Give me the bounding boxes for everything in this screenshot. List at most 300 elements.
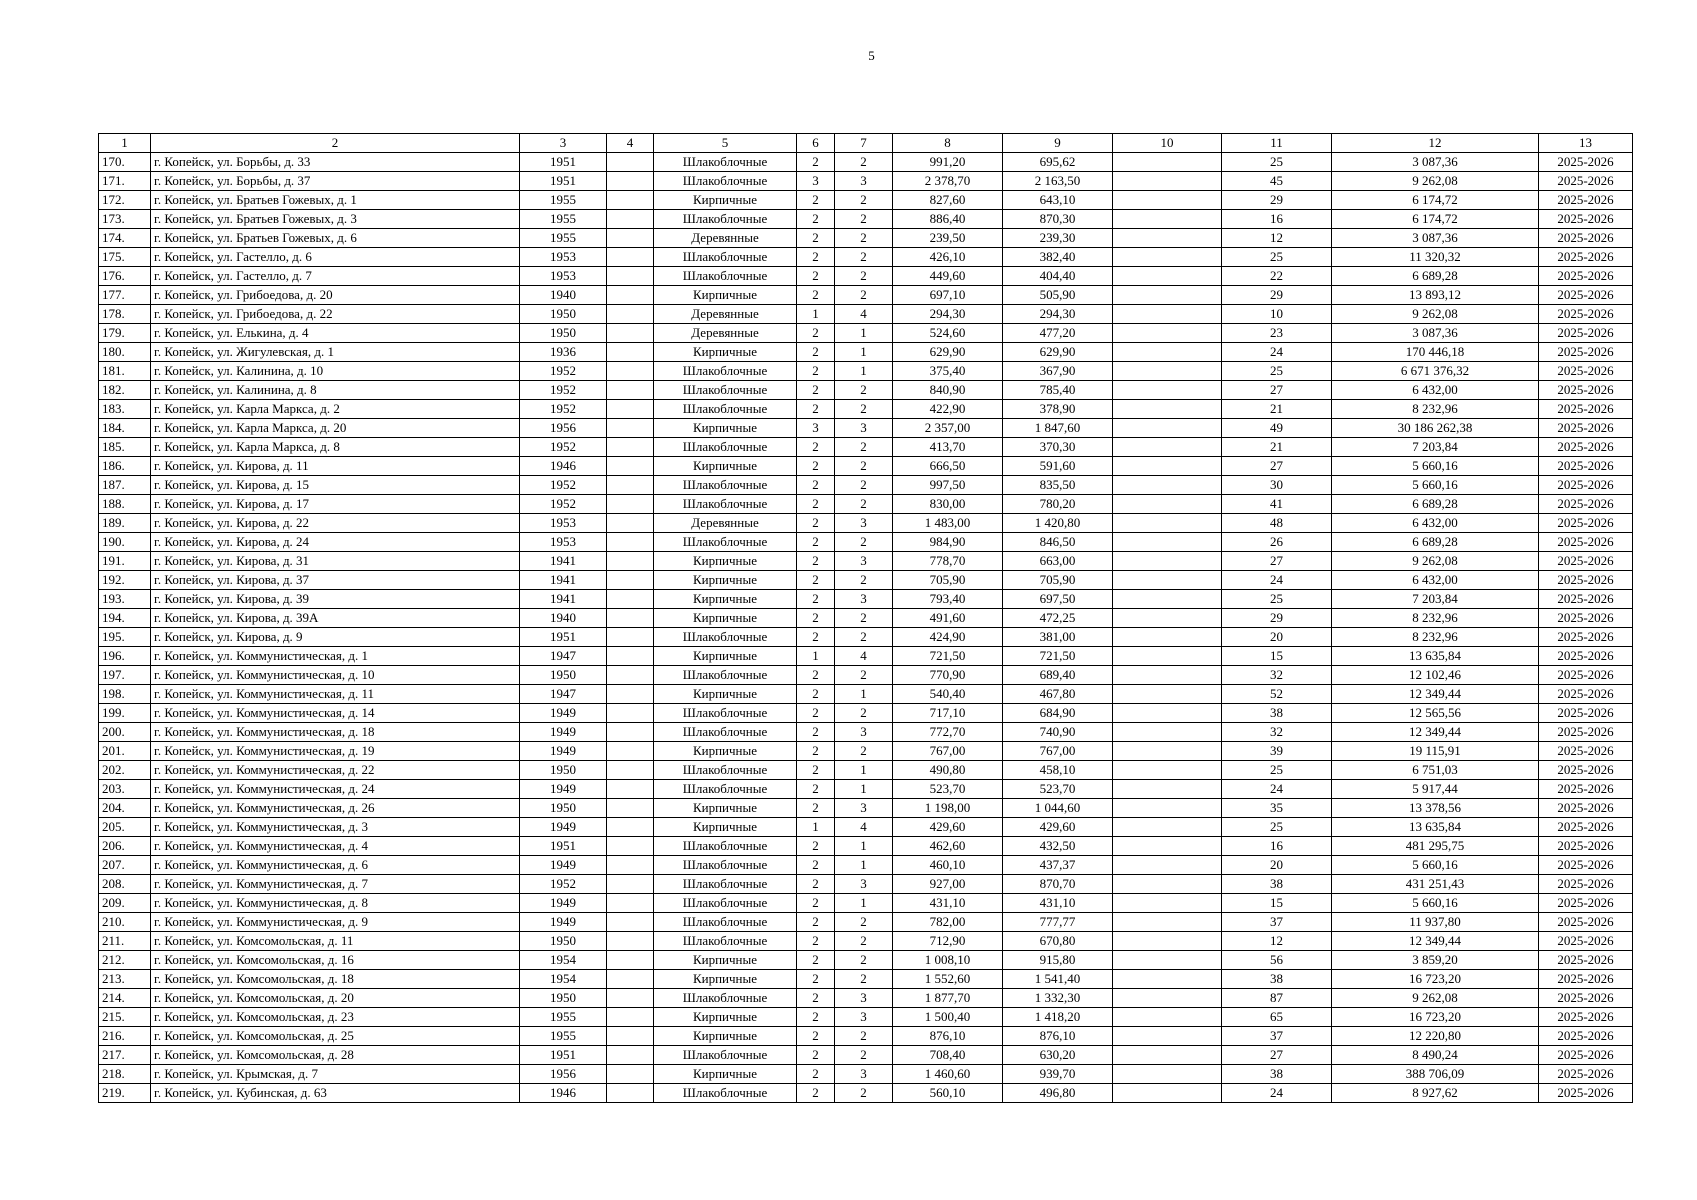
cell-col-7: 3 (835, 799, 893, 818)
cell-period: 2025-2026 (1539, 400, 1633, 419)
cell-wall-material: Кирпичные (654, 818, 797, 837)
cell-col-4 (607, 362, 654, 381)
cell-col-10 (1113, 1008, 1222, 1027)
cell-col-9: 695,62 (1003, 153, 1113, 172)
cell-col-9: 367,90 (1003, 362, 1113, 381)
cell-col-12: 6 689,28 (1332, 533, 1539, 552)
cell-address: г. Копейск, ул. Комсомольская, д. 16 (151, 951, 520, 970)
cell-col-9: 505,90 (1003, 286, 1113, 305)
cell-wall-material: Деревянные (654, 324, 797, 343)
cell-wall-material: Шлакоблочные (654, 704, 797, 723)
cell-wall-material: Кирпичные (654, 286, 797, 305)
cell-col-4 (607, 1065, 654, 1084)
cell-address: г. Копейск, ул. Коммунистическая, д. 26 (151, 799, 520, 818)
cell-period: 2025-2026 (1539, 818, 1633, 837)
cell-col-4 (607, 172, 654, 191)
cell-col-4 (607, 685, 654, 704)
table-row (99, 761, 1633, 780)
cell-col-9: 780,20 (1003, 495, 1113, 514)
cell-address: г. Копейск, ул. Карла Маркса, д. 20 (151, 419, 520, 438)
cell-col-12: 12 349,44 (1332, 685, 1539, 704)
cell-col-6: 2 (797, 837, 835, 856)
cell-col-7: 1 (835, 685, 893, 704)
cell-address: г. Копейск, ул. Кирова, д. 17 (151, 495, 520, 514)
cell-col-7: 1 (835, 324, 893, 343)
cell-wall-material: Шлакоблочные (654, 932, 797, 951)
cell-col-12: 12 102,46 (1332, 666, 1539, 685)
cell-col-10 (1113, 476, 1222, 495)
column-header-13: 13 (1539, 134, 1633, 153)
cell-wall-material: Шлакоблочные (654, 248, 797, 267)
cell-address: г. Копейск, ул. Коммунистическая, д. 18 (151, 723, 520, 742)
cell-year-built: 1949 (520, 780, 607, 799)
cell-row-number: 207. (99, 856, 151, 875)
table-row (99, 647, 1633, 666)
table-row (99, 172, 1633, 191)
cell-period: 2025-2026 (1539, 381, 1633, 400)
cell-period: 2025-2026 (1539, 1084, 1633, 1103)
cell-col-6: 2 (797, 1027, 835, 1046)
cell-col-6: 2 (797, 913, 835, 932)
cell-col-11: 25 (1222, 362, 1332, 381)
cell-col-10 (1113, 590, 1222, 609)
cell-period: 2025-2026 (1539, 913, 1633, 932)
cell-col-4 (607, 552, 654, 571)
table-row (99, 1084, 1633, 1103)
cell-year-built: 1952 (520, 362, 607, 381)
cell-col-12: 6 432,00 (1332, 514, 1539, 533)
cell-col-11: 38 (1222, 970, 1332, 989)
cell-col-11: 24 (1222, 1084, 1332, 1103)
cell-col-7: 3 (835, 1008, 893, 1027)
cell-col-8: 991,20 (893, 153, 1003, 172)
cell-row-number: 211. (99, 932, 151, 951)
cell-col-12: 6 174,72 (1332, 210, 1539, 229)
cell-year-built: 1950 (520, 666, 607, 685)
cell-col-12: 12 349,44 (1332, 932, 1539, 951)
cell-wall-material: Кирпичные (654, 685, 797, 704)
cell-row-number: 182. (99, 381, 151, 400)
cell-col-6: 2 (797, 476, 835, 495)
cell-wall-material: Шлакоблочные (654, 989, 797, 1008)
cell-address: г. Копейск, ул. Борьбы, д. 33 (151, 153, 520, 172)
cell-col-11: 48 (1222, 514, 1332, 533)
cell-col-4 (607, 799, 654, 818)
cell-col-7: 1 (835, 343, 893, 362)
cell-year-built: 1950 (520, 989, 607, 1008)
cell-col-7: 2 (835, 932, 893, 951)
cell-col-12: 11 937,80 (1332, 913, 1539, 932)
cell-wall-material: Кирпичные (654, 590, 797, 609)
cell-col-11: 25 (1222, 818, 1332, 837)
cell-col-4 (607, 495, 654, 514)
cell-wall-material: Шлакоблочные (654, 628, 797, 647)
cell-col-4 (607, 1008, 654, 1027)
cell-period: 2025-2026 (1539, 704, 1633, 723)
cell-col-12: 19 115,91 (1332, 742, 1539, 761)
cell-period: 2025-2026 (1539, 514, 1633, 533)
cell-wall-material: Шлакоблочные (654, 172, 797, 191)
cell-col-11: 56 (1222, 951, 1332, 970)
cell-col-11: 41 (1222, 495, 1332, 514)
cell-col-7: 2 (835, 571, 893, 590)
cell-col-8: 429,60 (893, 818, 1003, 837)
cell-wall-material: Кирпичные (654, 1065, 797, 1084)
cell-col-12: 13 635,84 (1332, 647, 1539, 666)
cell-year-built: 1946 (520, 457, 607, 476)
cell-col-6: 3 (797, 172, 835, 191)
cell-year-built: 1947 (520, 647, 607, 666)
table-row (99, 913, 1633, 932)
cell-year-built: 1950 (520, 761, 607, 780)
table-row (99, 970, 1633, 989)
cell-address: г. Копейск, ул. Кирова, д. 39 (151, 590, 520, 609)
cell-col-7: 1 (835, 362, 893, 381)
cell-col-8: 721,50 (893, 647, 1003, 666)
cell-col-9: 876,10 (1003, 1027, 1113, 1046)
cell-col-8: 239,50 (893, 229, 1003, 248)
cell-col-6: 2 (797, 780, 835, 799)
cell-col-9: 404,40 (1003, 267, 1113, 286)
cell-col-8: 793,40 (893, 590, 1003, 609)
cell-col-7: 2 (835, 609, 893, 628)
cell-col-4 (607, 989, 654, 1008)
cell-period: 2025-2026 (1539, 305, 1633, 324)
cell-col-12: 9 262,08 (1332, 305, 1539, 324)
cell-col-9: 846,50 (1003, 533, 1113, 552)
cell-col-4 (607, 514, 654, 533)
cell-year-built: 1936 (520, 343, 607, 362)
column-header-11: 11 (1222, 134, 1332, 153)
cell-col-12: 481 295,75 (1332, 837, 1539, 856)
cell-year-built: 1954 (520, 970, 607, 989)
cell-address: г. Копейск, ул. Коммунистическая, д. 24 (151, 780, 520, 799)
cell-col-9: 915,80 (1003, 951, 1113, 970)
cell-col-12: 12 565,56 (1332, 704, 1539, 723)
cell-col-9: 663,00 (1003, 552, 1113, 571)
table-row (99, 590, 1633, 609)
cell-col-11: 25 (1222, 761, 1332, 780)
cell-col-10 (1113, 210, 1222, 229)
cell-row-number: 181. (99, 362, 151, 381)
cell-wall-material: Кирпичные (654, 609, 797, 628)
cell-col-8: 2 357,00 (893, 419, 1003, 438)
cell-col-6: 2 (797, 286, 835, 305)
cell-col-12: 13 635,84 (1332, 818, 1539, 837)
cell-col-11: 38 (1222, 704, 1332, 723)
cell-col-4 (607, 457, 654, 476)
cell-col-8: 1 198,00 (893, 799, 1003, 818)
cell-col-8: 1 483,00 (893, 514, 1003, 533)
cell-col-9: 382,40 (1003, 248, 1113, 267)
cell-col-10 (1113, 286, 1222, 305)
cell-col-11: 21 (1222, 438, 1332, 457)
cell-wall-material: Кирпичные (654, 343, 797, 362)
cell-col-4 (607, 419, 654, 438)
cell-address: г. Копейск, ул. Кирова, д. 39А (151, 609, 520, 628)
cell-row-number: 190. (99, 533, 151, 552)
cell-row-number: 208. (99, 875, 151, 894)
cell-col-7: 4 (835, 647, 893, 666)
table-row (99, 362, 1633, 381)
cell-col-8: 491,60 (893, 609, 1003, 628)
cell-col-7: 2 (835, 229, 893, 248)
cell-col-6: 2 (797, 210, 835, 229)
cell-col-9: 1 332,30 (1003, 989, 1113, 1008)
cell-wall-material: Шлакоблочные (654, 267, 797, 286)
column-header-9: 9 (1003, 134, 1113, 153)
cell-col-9: 370,30 (1003, 438, 1113, 457)
cell-col-12: 30 186 262,38 (1332, 419, 1539, 438)
cell-col-7: 3 (835, 552, 893, 571)
cell-col-8: 1 008,10 (893, 951, 1003, 970)
cell-address: г. Копейск, ул. Борьбы, д. 37 (151, 172, 520, 191)
cell-col-11: 32 (1222, 666, 1332, 685)
cell-address: г. Копейск, ул. Комсомольская, д. 25 (151, 1027, 520, 1046)
cell-col-11: 15 (1222, 647, 1332, 666)
cell-col-7: 2 (835, 267, 893, 286)
cell-col-10 (1113, 229, 1222, 248)
cell-period: 2025-2026 (1539, 685, 1633, 704)
cell-wall-material: Шлакоблочные (654, 913, 797, 932)
cell-col-10 (1113, 989, 1222, 1008)
table-row (99, 343, 1633, 362)
cell-col-9: 721,50 (1003, 647, 1113, 666)
cell-col-8: 886,40 (893, 210, 1003, 229)
cell-col-4 (607, 248, 654, 267)
cell-row-number: 194. (99, 609, 151, 628)
cell-col-11: 24 (1222, 571, 1332, 590)
cell-row-number: 175. (99, 248, 151, 267)
cell-col-12: 388 706,09 (1332, 1065, 1539, 1084)
cell-col-7: 3 (835, 723, 893, 742)
cell-col-11: 38 (1222, 1065, 1332, 1084)
cell-col-8: 708,40 (893, 1046, 1003, 1065)
cell-col-9: 381,00 (1003, 628, 1113, 647)
cell-col-11: 26 (1222, 533, 1332, 552)
cell-year-built: 1952 (520, 495, 607, 514)
cell-col-8: 540,40 (893, 685, 1003, 704)
cell-col-8: 375,40 (893, 362, 1003, 381)
cell-col-6: 2 (797, 552, 835, 571)
cell-year-built: 1950 (520, 932, 607, 951)
cell-row-number: 192. (99, 571, 151, 590)
cell-col-9: 239,30 (1003, 229, 1113, 248)
cell-col-11: 21 (1222, 400, 1332, 419)
table-row (99, 533, 1633, 552)
cell-row-number: 199. (99, 704, 151, 723)
cell-period: 2025-2026 (1539, 267, 1633, 286)
cell-col-8: 460,10 (893, 856, 1003, 875)
table-row (99, 476, 1633, 495)
cell-col-10 (1113, 932, 1222, 951)
cell-col-4 (607, 609, 654, 628)
cell-col-10 (1113, 913, 1222, 932)
cell-row-number: 196. (99, 647, 151, 666)
cell-wall-material: Кирпичные (654, 799, 797, 818)
cell-col-4 (607, 533, 654, 552)
cell-row-number: 189. (99, 514, 151, 533)
cell-col-10 (1113, 153, 1222, 172)
cell-year-built: 1955 (520, 1027, 607, 1046)
cell-col-10 (1113, 362, 1222, 381)
cell-period: 2025-2026 (1539, 286, 1633, 305)
cell-wall-material: Шлакоблочные (654, 153, 797, 172)
cell-col-7: 2 (835, 400, 893, 419)
cell-col-6: 2 (797, 742, 835, 761)
cell-col-7: 3 (835, 514, 893, 533)
cell-col-6: 2 (797, 894, 835, 913)
cell-address: г. Копейск, ул. Кирова, д. 31 (151, 552, 520, 571)
cell-col-9: 472,25 (1003, 609, 1113, 628)
cell-col-6: 2 (797, 514, 835, 533)
table-row (99, 875, 1633, 894)
cell-col-10 (1113, 248, 1222, 267)
cell-col-7: 2 (835, 210, 893, 229)
cell-address: г. Копейск, ул. Грибоедова, д. 20 (151, 286, 520, 305)
cell-col-7: 1 (835, 780, 893, 799)
cell-col-11: 39 (1222, 742, 1332, 761)
cell-col-12: 12 349,44 (1332, 723, 1539, 742)
cell-period: 2025-2026 (1539, 609, 1633, 628)
cell-col-8: 490,80 (893, 761, 1003, 780)
table-row (99, 267, 1633, 286)
cell-address: г. Копейск, ул. Комсомольская, д. 11 (151, 932, 520, 951)
cell-col-12: 12 220,80 (1332, 1027, 1539, 1046)
cell-address: г. Копейск, ул. Коммунистическая, д. 8 (151, 894, 520, 913)
cell-col-9: 294,30 (1003, 305, 1113, 324)
cell-period: 2025-2026 (1539, 647, 1633, 666)
column-header-10: 10 (1113, 134, 1222, 153)
cell-address: г. Копейск, ул. Грибоедова, д. 22 (151, 305, 520, 324)
cell-col-4 (607, 647, 654, 666)
cell-wall-material: Деревянные (654, 514, 797, 533)
cell-col-10 (1113, 875, 1222, 894)
cell-col-10 (1113, 571, 1222, 590)
cell-col-9: 629,90 (1003, 343, 1113, 362)
cell-col-6: 2 (797, 1084, 835, 1103)
table-row (99, 552, 1633, 571)
table-row (99, 153, 1633, 172)
cell-col-6: 2 (797, 932, 835, 951)
cell-year-built: 1954 (520, 951, 607, 970)
cell-wall-material: Шлакоблочные (654, 476, 797, 495)
cell-wall-material: Шлакоблочные (654, 400, 797, 419)
table-row (99, 1065, 1633, 1084)
column-header-2: 2 (151, 134, 520, 153)
cell-period: 2025-2026 (1539, 476, 1633, 495)
cell-col-11: 49 (1222, 419, 1332, 438)
cell-col-9: 437,37 (1003, 856, 1113, 875)
cell-col-9: 1 541,40 (1003, 970, 1113, 989)
cell-address: г. Копейск, ул. Коммунистическая, д. 9 (151, 913, 520, 932)
table-row (99, 400, 1633, 419)
cell-col-12: 8 490,24 (1332, 1046, 1539, 1065)
cell-col-10 (1113, 495, 1222, 514)
cell-col-11: 52 (1222, 685, 1332, 704)
cell-wall-material: Кирпичные (654, 571, 797, 590)
cell-address: г. Копейск, ул. Крымская, д. 7 (151, 1065, 520, 1084)
cell-col-11: 12 (1222, 229, 1332, 248)
cell-col-10 (1113, 723, 1222, 742)
cell-col-9: 643,10 (1003, 191, 1113, 210)
cell-year-built: 1951 (520, 153, 607, 172)
cell-col-9: 767,00 (1003, 742, 1113, 761)
cell-year-built: 1946 (520, 1084, 607, 1103)
cell-period: 2025-2026 (1539, 628, 1633, 647)
cell-col-8: 294,30 (893, 305, 1003, 324)
cell-col-7: 2 (835, 438, 893, 457)
table-body (99, 153, 1633, 1103)
cell-col-8: 524,60 (893, 324, 1003, 343)
cell-col-7: 2 (835, 381, 893, 400)
cell-row-number: 201. (99, 742, 151, 761)
cell-col-9: 591,60 (1003, 457, 1113, 476)
cell-wall-material: Кирпичные (654, 1027, 797, 1046)
cell-col-10 (1113, 628, 1222, 647)
cell-col-12: 431 251,43 (1332, 875, 1539, 894)
cell-col-8: 431,10 (893, 894, 1003, 913)
cell-col-11: 16 (1222, 210, 1332, 229)
cell-col-10 (1113, 685, 1222, 704)
table-row (99, 951, 1633, 970)
cell-period: 2025-2026 (1539, 989, 1633, 1008)
cell-year-built: 1953 (520, 248, 607, 267)
cell-address: г. Копейск, ул. Кирова, д. 24 (151, 533, 520, 552)
cell-wall-material: Шлакоблочные (654, 381, 797, 400)
cell-period: 2025-2026 (1539, 324, 1633, 343)
cell-col-9: 496,80 (1003, 1084, 1113, 1103)
cell-wall-material: Шлакоблочные (654, 894, 797, 913)
cell-col-8: 1 552,60 (893, 970, 1003, 989)
cell-col-7: 2 (835, 533, 893, 552)
cell-col-12: 6 751,03 (1332, 761, 1539, 780)
cell-col-4 (607, 229, 654, 248)
cell-col-4 (607, 343, 654, 362)
cell-col-6: 2 (797, 685, 835, 704)
table-row (99, 799, 1633, 818)
cell-col-4 (607, 970, 654, 989)
cell-col-7: 3 (835, 1065, 893, 1084)
cell-col-4 (607, 590, 654, 609)
cell-col-12: 3 087,36 (1332, 153, 1539, 172)
cell-year-built: 1949 (520, 894, 607, 913)
cell-col-11: 29 (1222, 191, 1332, 210)
housing-table (98, 133, 1633, 1103)
cell-address: г. Копейск, ул. Братьев Гожевых, д. 1 (151, 191, 520, 210)
cell-col-8: 426,10 (893, 248, 1003, 267)
cell-row-number: 214. (99, 989, 151, 1008)
cell-row-number: 187. (99, 476, 151, 495)
cell-col-10 (1113, 343, 1222, 362)
cell-year-built: 1955 (520, 1008, 607, 1027)
cell-col-10 (1113, 324, 1222, 343)
cell-period: 2025-2026 (1539, 894, 1633, 913)
cell-row-number: 200. (99, 723, 151, 742)
cell-col-8: 997,50 (893, 476, 1003, 495)
page-number: 5 (868, 48, 875, 63)
cell-period: 2025-2026 (1539, 153, 1633, 172)
cell-address: г. Копейск, ул. Карла Маркса, д. 8 (151, 438, 520, 457)
column-header-4: 4 (607, 134, 654, 153)
cell-period: 2025-2026 (1539, 666, 1633, 685)
cell-col-9: 835,50 (1003, 476, 1113, 495)
cell-col-8: 666,50 (893, 457, 1003, 476)
cell-row-number: 191. (99, 552, 151, 571)
cell-period: 2025-2026 (1539, 1046, 1633, 1065)
cell-col-8: 523,70 (893, 780, 1003, 799)
cell-col-10 (1113, 666, 1222, 685)
